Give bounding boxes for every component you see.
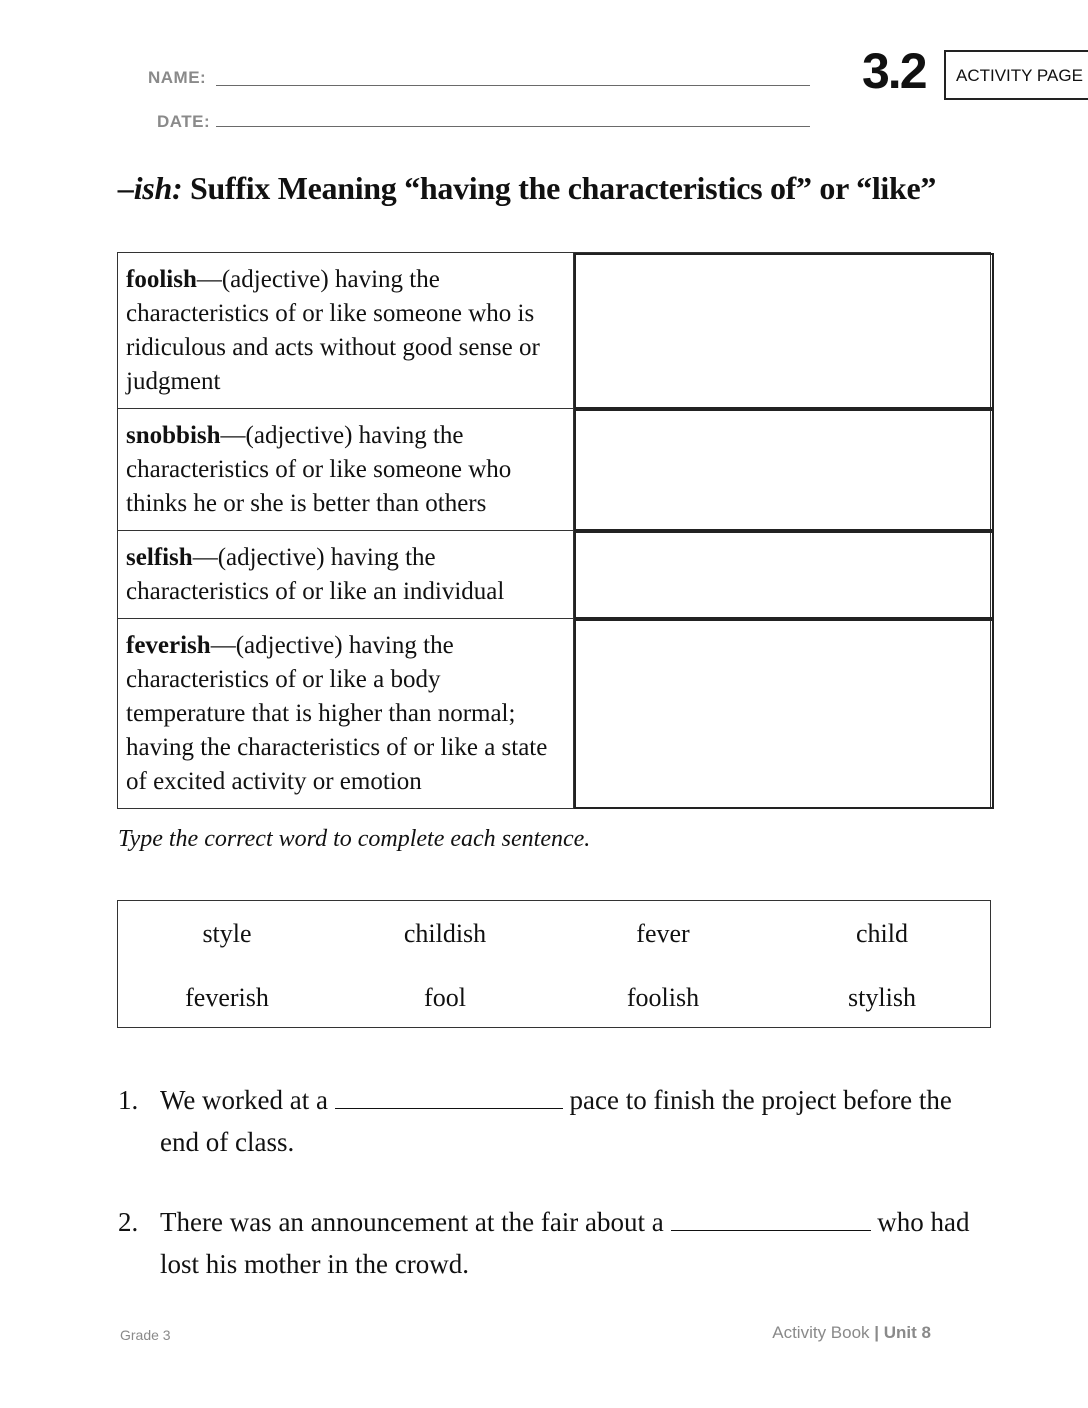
date-label: DATE:: [157, 112, 211, 131]
lesson-number: 3.2: [862, 43, 926, 99]
answer-box-border: [574, 531, 994, 619]
word-bank-item: style: [202, 919, 252, 948]
definition-cell: [118, 619, 574, 808]
instruction-text: Type the correct word to complete each sentence.: [118, 826, 591, 852]
page-title: [118, 170, 936, 207]
word-bank-item: fever: [636, 919, 690, 948]
definition-cell: [118, 409, 574, 530]
word-bank-item: child: [856, 919, 908, 948]
sentence-text-after: pace to finish the project before the end of class.: [160, 1085, 952, 1157]
definition-word: feverish: [126, 632, 211, 659]
definition-text: —(adjective) having the characteristics of or like someone who is ridiculous and acts without good sense or judgment: [126, 266, 540, 395]
footer-unit: Unit 8: [883, 1323, 931, 1342]
word-bank-item: childish: [403, 919, 487, 948]
footer-grade: Grade 3: [120, 1327, 171, 1343]
word-bank-item: stylish: [848, 983, 916, 1012]
definition-text: —(adjective) having the characteristics of or like someone who thinks he or she is better than others: [126, 422, 512, 517]
sentence-text-after: who had lost his mother in the crowd.: [160, 1207, 970, 1279]
title-text: Suffix Meaning “having the characteristics of” or “like”: [182, 170, 937, 206]
definition-cell: [118, 253, 574, 408]
definition-word: selfish: [126, 544, 193, 571]
answer-box-selfish[interactable]: [574, 531, 990, 618]
footer-book: Activity Book: [772, 1323, 870, 1342]
answer-blank-2[interactable]: [671, 1204, 871, 1231]
sentence-text: [160, 1079, 990, 1163]
answer-blank-1[interactable]: [335, 1082, 563, 1109]
definition-text: —(adjective) having the characteristics of or like a body temperature that is higher than normal; having the characteristics of or like a state of excited activity or emotion: [126, 632, 548, 795]
word-bank-item: foolish: [626, 983, 700, 1012]
answer-box-foolish[interactable]: [574, 253, 990, 408]
definition-word: snobbish: [126, 422, 221, 449]
definition-cell: [118, 531, 574, 618]
sentence-number: 2.: [118, 1207, 139, 1237]
sentence-text-before: We worked at a: [160, 1085, 335, 1115]
activity-page-label: ACTIVITY PAGE: [956, 66, 1083, 85]
footer-separator: |: [869, 1323, 884, 1342]
answer-box-feverish[interactable]: [574, 619, 990, 808]
answer-box-border: [574, 253, 994, 409]
definitions-table: [117, 252, 991, 809]
definition-text: —(adjective) having the characteristics of or like an individual: [126, 544, 505, 605]
answer-box-snobbish[interactable]: [574, 409, 990, 530]
answer-box-border: [574, 619, 994, 809]
sentence-number: 1.: [118, 1085, 139, 1115]
date-field[interactable]: [216, 126, 810, 127]
definition-row-selfish: [117, 531, 991, 619]
definition-row-foolish: [117, 252, 991, 409]
name-label: NAME:: [148, 68, 207, 87]
word-bank-item: feverish: [185, 983, 269, 1012]
footer-book-info: [772, 1323, 931, 1343]
sentence-text: [160, 1201, 990, 1285]
word-bank: [117, 900, 991, 1028]
activity-page-tag: [944, 50, 1088, 100]
sentence-text-before: There was an announcement at the fair about a: [160, 1207, 671, 1237]
word-bank-item: fool: [424, 983, 466, 1012]
definition-row-snobbish: [117, 409, 991, 531]
name-field[interactable]: [216, 85, 810, 86]
title-suffix: –ish:: [118, 170, 183, 206]
definition-row-feverish: [117, 619, 991, 809]
definition-word: foolish: [126, 266, 197, 293]
answer-box-border: [574, 409, 994, 531]
